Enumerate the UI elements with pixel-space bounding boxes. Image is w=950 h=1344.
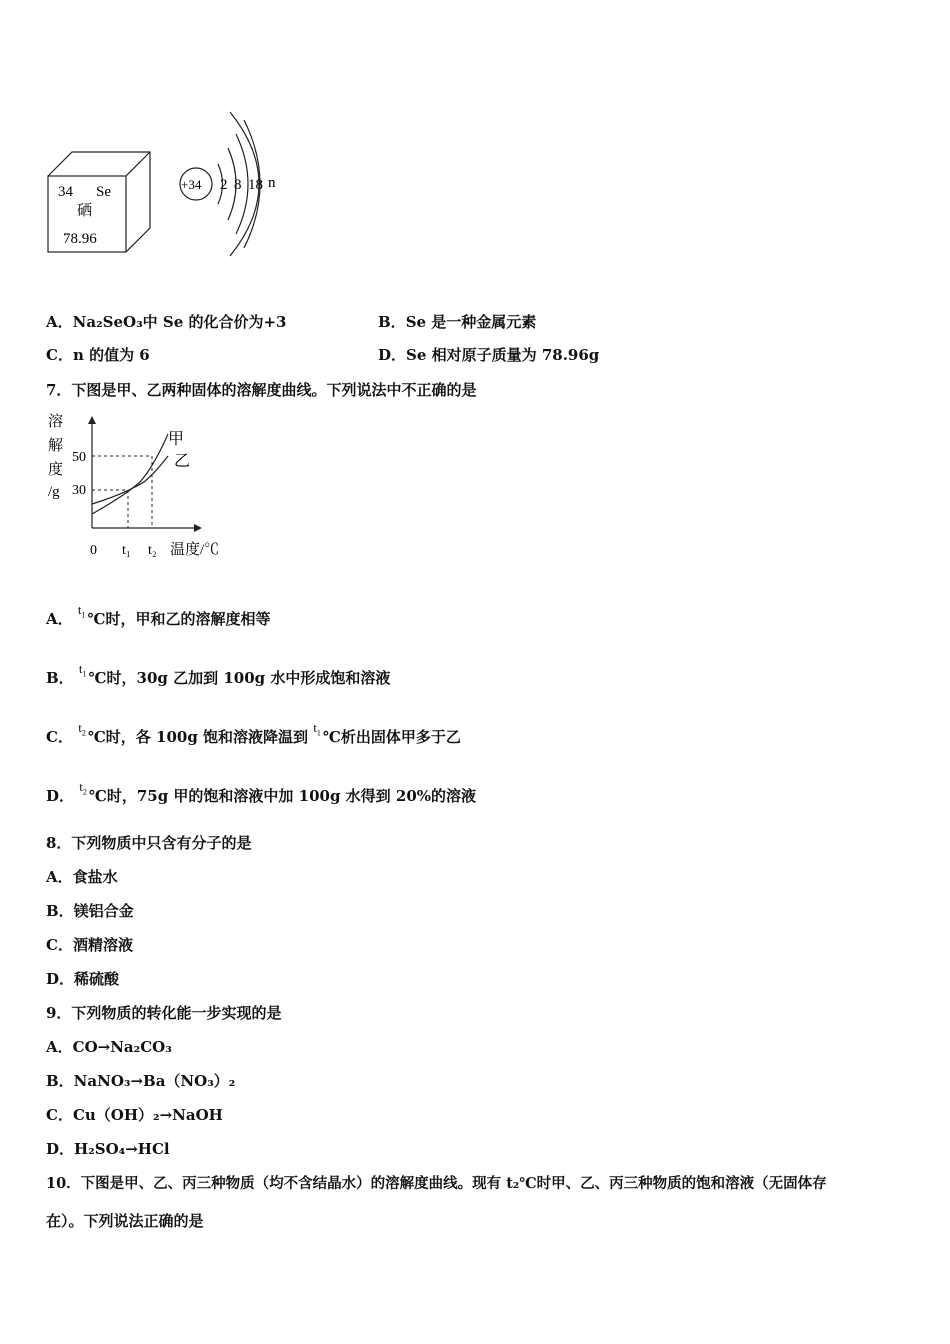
q8-option-a[interactable]: A．食盐水 bbox=[46, 868, 118, 886]
q9-option-a[interactable]: A．CO→Na₂CO₃ bbox=[46, 1038, 172, 1056]
q7-b-temp: $t_1$ bbox=[78, 661, 87, 679]
q7-stem: 7．下图是甲、乙两种固体的溶解度曲线。下列说法中不正确的是 bbox=[46, 381, 477, 399]
q7-ylabel-2: 解 bbox=[48, 438, 64, 454]
q8-stem: 8．下列物质中只含有分子的是 bbox=[46, 834, 252, 852]
q7-option-c[interactable]: C． $t_2$ ℃时，各 100g 饱和溶液降温到 $t_1$ ℃析出固体甲多于乙 bbox=[46, 720, 461, 746]
element-number: 34 bbox=[58, 184, 73, 200]
q7-option-b[interactable]: B． $t_1$ ℃时，30g 乙加到 100g 水中形成饱和溶液 bbox=[46, 661, 391, 687]
q7-curve-jia bbox=[92, 434, 168, 514]
q6-option-a[interactable]: A．Na₂SeO₃中 Se 的化合价为+3 bbox=[46, 313, 287, 331]
q7-d-temp: $t_2$ bbox=[79, 779, 87, 797]
q10-stem-line1: 10．下图是甲、乙、丙三种物质（均不含结晶水）的溶解度曲线。现有 t₂℃时甲、乙、丙三种物质的饱和溶液（无固体存 bbox=[46, 1175, 827, 1192]
q7-xtick-0: 0 bbox=[90, 543, 97, 558]
q7-ylabel-4: /g bbox=[48, 484, 60, 500]
shell-4-count: n bbox=[268, 175, 276, 191]
element-cube-diagram bbox=[44, 146, 156, 256]
q7-option-d[interactable]: D． $t_2$ ℃时，75g 甲的饱和溶液中加 100g 水得到 20%的溶液 bbox=[46, 779, 477, 805]
q7-option-a[interactable]: A． $t_1$ ℃时，甲和乙的溶解度相等 bbox=[46, 602, 271, 628]
q7-ytick-30: 30 bbox=[72, 483, 86, 498]
q9-stem: 9．下列物质的转化能一步实现的是 bbox=[46, 1004, 282, 1022]
q7-xtick-t2: t₂ bbox=[148, 543, 157, 558]
q7-c-temp: $t_2$ bbox=[78, 720, 86, 738]
shell-3-count: 18 bbox=[248, 177, 263, 193]
q7-a-temp: $t_1$ bbox=[77, 602, 86, 620]
q7-series-yi: 乙 bbox=[174, 453, 191, 470]
q9-option-b[interactable]: B．NaNO₃→Ba（NO₃）₂ bbox=[46, 1072, 236, 1090]
element-name: 硒 bbox=[77, 203, 93, 219]
nucleus-charge: +34 bbox=[181, 177, 202, 192]
q7-c-temp2: $t_1$ bbox=[313, 720, 321, 738]
q7-solubility-chart bbox=[44, 410, 244, 570]
q6-option-d[interactable]: D．Se 相对原子质量为 78.96g bbox=[378, 346, 600, 364]
q7-xlabel: 温度/℃ bbox=[170, 542, 220, 558]
q8-option-b[interactable]: B．镁铝合金 bbox=[46, 902, 134, 920]
q9-option-c[interactable]: C．Cu（OH）₂→NaOH bbox=[46, 1106, 223, 1124]
q7-curve-yi bbox=[92, 456, 168, 504]
element-mass: 78.96 bbox=[63, 231, 97, 247]
q7-ylabel-3: 度 bbox=[48, 462, 64, 478]
q7-xtick-t1: t₁ bbox=[122, 543, 131, 558]
q7-ytick-50: 50 bbox=[72, 450, 86, 465]
atom-structure-diagram bbox=[172, 108, 282, 260]
shell-1-count: 2 bbox=[220, 177, 228, 193]
q6-option-c[interactable]: C．n 的值为 6 bbox=[46, 346, 150, 364]
q8-option-d[interactable]: D．稀硫酸 bbox=[46, 970, 120, 988]
q8-option-c[interactable]: C．酒精溶液 bbox=[46, 936, 133, 954]
q6-option-b[interactable]: B．Se 是一种金属元素 bbox=[378, 313, 537, 331]
q7-ylabel-1: 溶 bbox=[48, 414, 64, 430]
q9-option-d[interactable]: D．H₂SO₄→HCl bbox=[46, 1140, 170, 1158]
shell-2-count: 8 bbox=[234, 177, 242, 193]
q10-stem-line2: 在）。下列说法正确的是 bbox=[46, 1212, 204, 1230]
element-symbol: Se bbox=[96, 184, 111, 200]
q7-series-jia: 甲 bbox=[168, 431, 185, 448]
